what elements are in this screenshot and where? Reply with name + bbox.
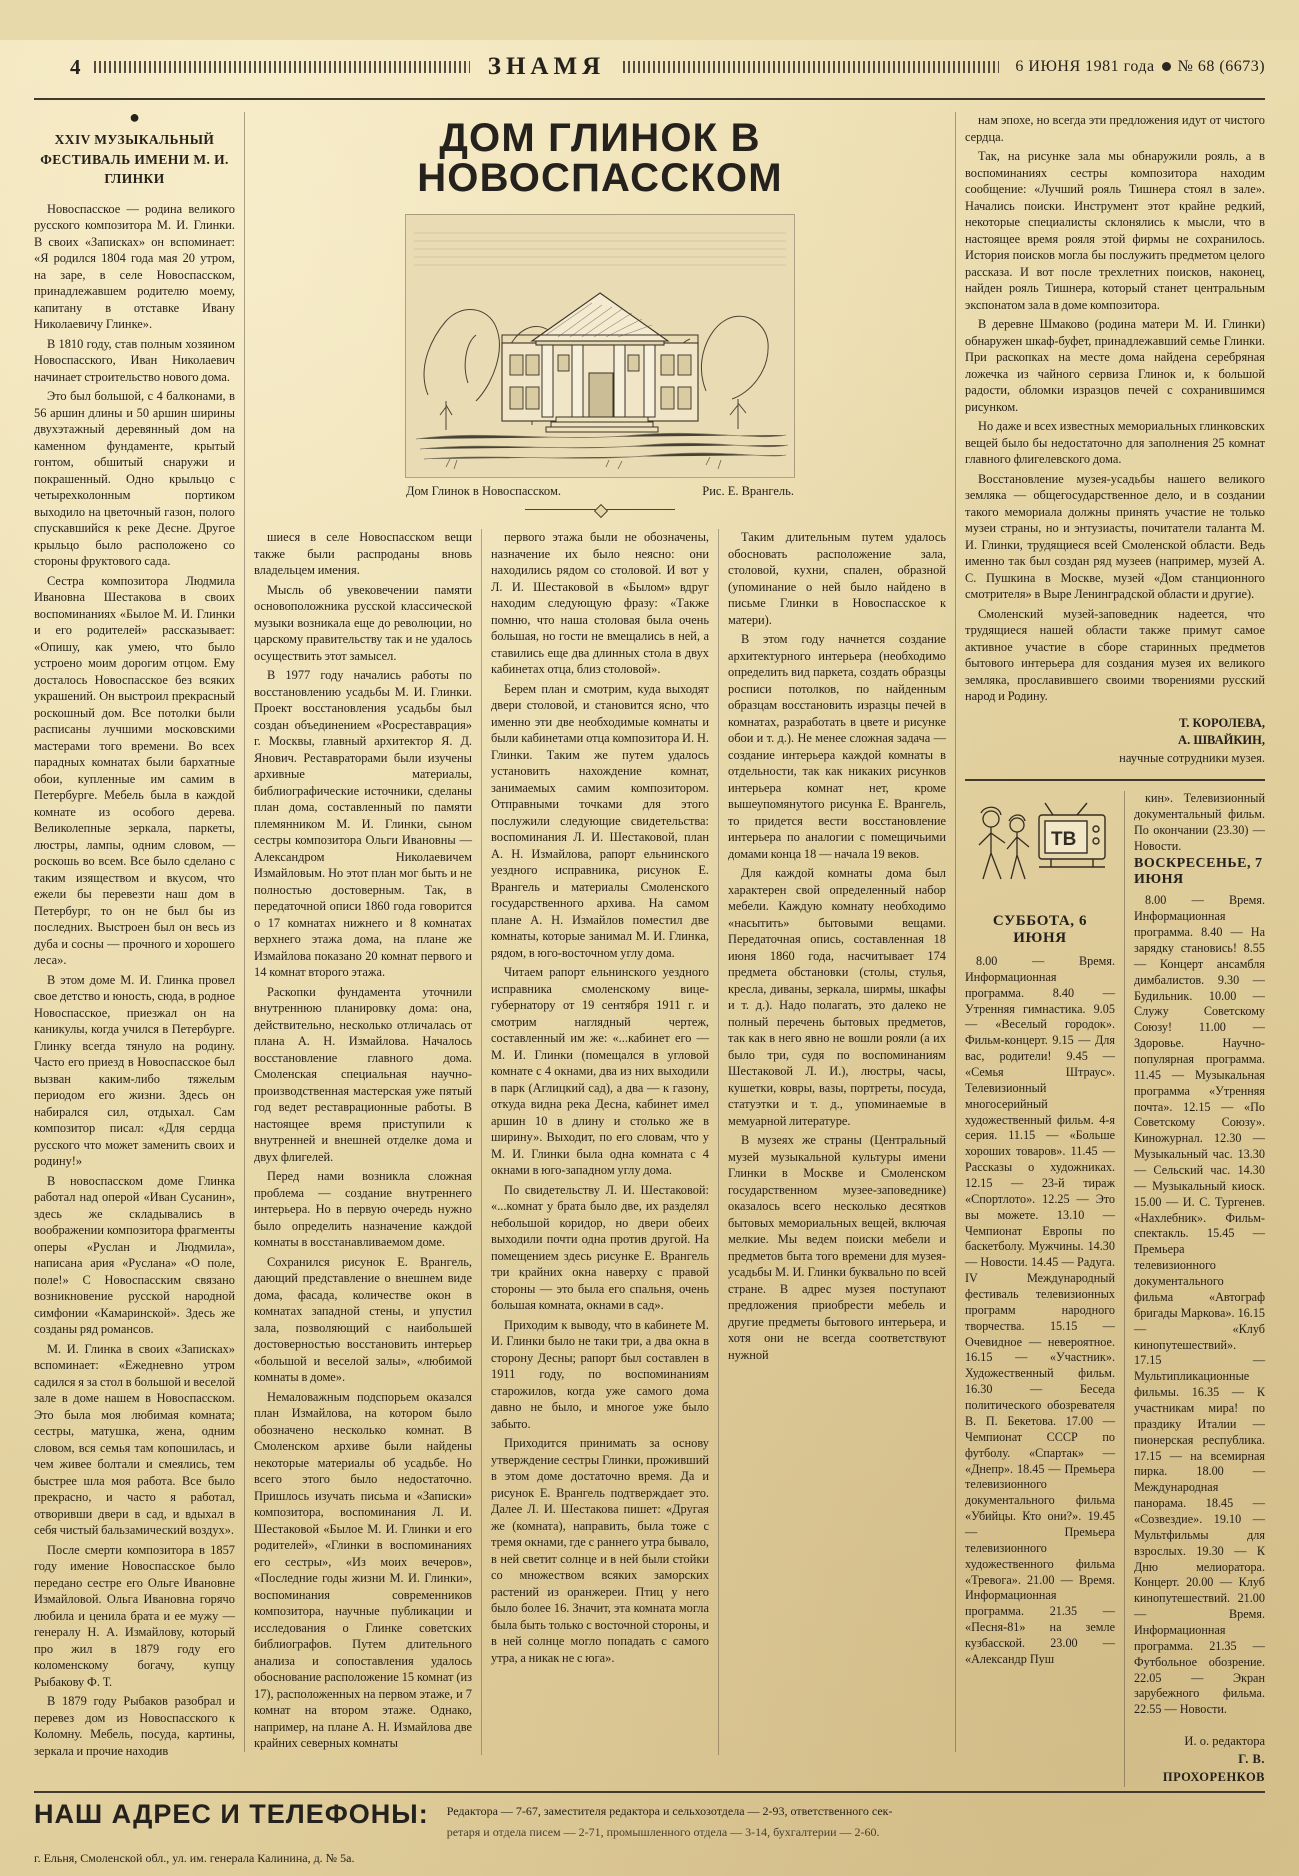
- tv-illustration: [965, 795, 1145, 907]
- tv-column-left: [965, 791, 1125, 1787]
- article-paragraph: В новоспасском доме Глинка работал над оперой «Иван Сусанин», здесь же складывались в воображении композитора фрагменты оперы «Руслан и Людмила», написана ария «Руслана» «О поле, поле!» С Новоспасским связано возникновение русской народной симфонии «Камаринской». Здесь же созданы ряд романсов.: [34, 1173, 235, 1337]
- paper-name: ЗНАМЯ: [487, 53, 606, 80]
- article-paragraph: В 1977 году начались работы по восстановлению усадьбы М. И. Глинки. Проект восстановления усадьбы был создан объединением «Росреставрация» г. Москвы, главный архитектор Я. Д. Янович. Реставраторами были изучены архивные материалы, библиографические источники, сделаны план дома, составленный по памяти племянником М. И. Глинки, сыном сестры композитора Ольги Ивановны — Александром Николаевичем Измайловым. Но этот план мог быть и не полностью достоверным. Так, в передаточной описи 1860 года говорится о 17 комнатах нижнего и 8 комнатах верхнего этажа дома, на плане же Измайлова показано 20 комнат первого и 14 комнат второго этажа.: [254, 668, 472, 979]
- masthead-rule-right: [623, 61, 999, 73]
- column-middle-1: [254, 529, 472, 1755]
- column-left: [34, 107, 235, 1758]
- page-content: [34, 107, 1266, 1785]
- editor-role: И. о. редактора: [1184, 1734, 1265, 1749]
- article-paragraph: В этом году начнется создание архитектурного интерьера (необходимо определить вид паркета, создать образцы росписи потолков, по найденным образцам восстановить изразцы печей в комнатах, разработать в цвете и рисунке обои и т. д.). Не менее сложная задача — создание интерьера каждой комнаты в отдельности, так как никаких рисунков интерьера комнат нет, кроме вышеупомянутого рисунка Е. Врангель, то придется вести восстановление интерьера по аналогии с помещичьими домами конца 18 — начала 19 веков.: [728, 632, 946, 861]
- article-paragraph: В этом доме М. И. Глинка провел свое детство и юность, сюда, в родное Новоспасское, приезжал он на каникулы, когда учился в Петербурге. Глинку всегда тянуло на родину. Часто его приезд в Новоспасское был вызван каким-либо тяжелым периодом его жизни. Здесь он набирался сил, отдыхал. Сам композитор писал: «Для сердца русского что может заменить своих и родину!»: [34, 972, 235, 1169]
- footer-address: г. Ельня, Смоленской обл., ул. им. генерала Калинина, д. № 5а.: [34, 1850, 355, 1865]
- article-paragraph: В музеях же страны (Центральный музей музыкальной культуры имени Глинки в Москве и Смоленском государственном музее-заповеднике) оказалось всего несколько десятков бытовых мемориальных вещей, включая мелкие. Мы ведем поиски мебели и предметов быта того времени для музея-усадьбы М. И. Глинки буквально по всей стране. В адрес музея поступают предложения приобрести мебель и другие предметы бытового интерьера, и хотя они не всегда соответствуют нужной: [728, 1133, 946, 1362]
- article-paragraph: Для каждой комнаты дома был характерен свой определенный набор мебели. Каждую комнату необходимо «насытить» бытовыми вещами. Передаточная опись, составленная 18 июня 1860 года, насчитывает 174 предмета обстановки (столы, стулья, кресла, диваны, зеркала, ширмы, шкафы и т. д.). Надо полагать, это далеко не полный перечень бытовых предметов, так как в него явно не вошли рояли (а их было три, судя по воспоминаниям Шестаковой Л. И.), люстры, часы, кушетки, ковры, вазы, портреты, посуда, статуэтки и т. д., упоминаемые в мемуарной литературе.: [728, 866, 946, 1128]
- article-paragraph: Так, на рисунке зала мы обнаружили рояль, а в воспоминаниях сестры композитора находим сообщение: «Лучший рояль Тишнера стоял в зале». Начались поиски. Инструмент этот крайне редкий, некоторые специалисты склонялись к мысли, что в настоящее время рояля этой фирмы не сохранилось. История поисков могла бы послужить предметом целого рассказа. И вот после трехлетних поисков, наконец, найден рояль Тишнера, который станет центральным экспонатом зала в доме композитора.: [965, 149, 1265, 312]
- article-paragraph: В 1810 году, став полным хозяином Новоспасского, Иван Николаевич начинает строительство нового дома.: [34, 336, 235, 384]
- article-paragraph: После смерти композитора в 1857 году имение Новоспасское было передано сестре его Ольге Ивановне Измайловой. Ольга Ивановна горячо любила и ценила брата и ее мужу — генералу Н. А. Измайлову, который про жил в 1879 году его коломенскому богачу, купцу Рыбакову Ф. Т.: [34, 1542, 235, 1689]
- tv-day-title-saturday: СУББОТА, 6 ИЮНЯ: [992, 913, 1088, 946]
- author-name: А. ШВАЙКИН,: [1178, 733, 1265, 747]
- article-paragraph: первого этажа были не обозначены, назначение их было неясно: они находились рядом со столовой. И вот у Л. И. Шестаковой в «Былом» вдруг находим следующую фразу: «Также помню, что наша столовая была очень большая, но гости не вмещались в ней, а ставились еще два длинных стола в двух кабинетах отца, близ столовой».: [491, 530, 709, 676]
- illustration-caption-text: Дом Глинок в Новоспасском.: [406, 484, 561, 498]
- author-name: Т. КОРОЛЕВА,: [1179, 715, 1265, 730]
- article-paragraph: Восстановление музея-усадьбы нашего великого земляка — общегосударственное дело, и в создании такого мемориала должны принять участие не только музеи страны, но и энтузиасты, почитатели таланта М. И. Глинки, трудящиеся всей Смоленской области. Ведь именно так был создан ряд музеев (например, музей А. С. Пушкина в Москве, музей «Дом станционного смотрителя» в Выре Ленинградской области и другие).: [965, 471, 1265, 601]
- middle-text-columns: [254, 529, 946, 1755]
- column-divider: [481, 529, 482, 1755]
- column-middle: [254, 112, 946, 1752]
- article-paragraph: Сестра композитора Людмила Ивановна Шестакова в своих воспоминаниях «Былое М. И. Глинки и его родителей» рассказывает: «Опишу, как умею, что было устроено моим дорогим отцом. Ему досталось Новоспасское без всяких украшений. Он выстроил прекрасный роскошный дом. Все потолки были расписаны лучшими московскими мастерами того времени. Во всех парадных комнатах были бархатные обои, купленные им самим в Петербурге. Мебель была в каждой комнате из особого дерева. Великолепные зеркала, паркеты, люстры, лампы, одним словом, — роскошь во всем. Все было сделано с таким изяществом и вкусом, что ежели бы перевезти наш дом в Петербург, то он не был бы из последних. Выстроен был он весь из дуба и сосны — прочного и хорошего леса».: [34, 573, 235, 968]
- issue-separator-dot: [1162, 62, 1171, 71]
- masthead-divider: [34, 98, 1265, 100]
- article-headline: ДОМ ГЛИНОК В НОВОСПАССКОМ: [417, 116, 783, 200]
- column-divider: [955, 112, 956, 1752]
- illustration-credit: Рис. Е. Врангель.: [702, 484, 794, 498]
- svg-text:ТВ: ТВ: [1051, 829, 1077, 850]
- article-paragraph: Приходим к выводу, что в кабинете М. И. Глинки было не таки три, а два окна в сторону Десны; рапорт был составлен в 1911 году, по воспоминаниям старожилов, когда уже самого дома давно не было, и многое уже было забыто.: [491, 1317, 709, 1431]
- column-middle-3: [728, 529, 946, 1755]
- section-bullet: ●: [129, 107, 140, 127]
- newspaper-page: [0, 40, 1299, 1876]
- article-paragraph: Приходится принимать за основу утверждение сестры Глинки, проживший в этом доме достаточно время. Да и рисунок Е. Врангель подтверждает это. Далее Л. И. Шестакова пишет: «Другая же (комната), направить, была тоже с тремя окнами, где с раннего утра бывало, в ней светит солнце и в ней были стойки со множеством всяких заморских растений из оранжереи. Птиц у него было более 16. Значит, эта комната могла была быть только с восточной стороны, и в ней солнце могло попадать с самого утра, а никак не с юга».: [491, 1436, 709, 1665]
- footer-divider: [34, 1791, 1265, 1793]
- article-paragraph: В 1879 году Рыбаков разобрал и перевез дом из Новоспасского к Коломну. Мебель, посуда, картины, зеркала и прочие находив: [34, 1694, 235, 1758]
- article-paragraph: Смоленский музей-заповедник надеется, что трудящиеся нашей области также примут самое активное участие в сборе старинных предметов бытового интерьера для создания музея их великого земляка, прославившего своими творениями русский народ и Родину.: [965, 606, 1265, 703]
- column-right: [965, 112, 1266, 1785]
- article-signature: [965, 715, 1265, 768]
- illustration-manor-house: [405, 214, 795, 478]
- tv-schedule-text: 8.00 — Время. Информационная программа. 8.40 — На зарядку становись! 8.55 — Концерт ансамбля димбалистов. 9.30 — Будильник. 10.00 — Служу Советскому Союзу! 11.00 — Здоровье. Научно-популярная программа. 11.45 — Музыкальная программа «Утренняя почта». 12.15 — «По Советскому Союзу». Киножурнал. 12.30 — Музыкальный час. 13.30 — Сельский час. 14.30 — Музыкальный киоск. 15.00 — И. С. Тургенев. «Нахлебник». Фильм-спектакль. 15.45 — Премьера телевизионного документального фильма «Автограф бригады Маркова». 16.15 — «Клуб кинопутешествий». 17.15 — Мультипликационные фильмы. 16.35 — К участникам мира! по праздику Италии — пионерская республика. 17.15 — на всемирная пирка. 18.00 — Международная панорама. 18.45 — «Созвездие». 19.10 — Мультфильмы для взрослых. 19.30 — К Дню мелиоратора. Концерт. 20.00 — Клуб кинопутешествий. 21.00 — Время. Информационная программа. 21.35 — Футбольное обозрение. 22.05 — Экран зарубежного фильма. 22.55 — Новости.: [1134, 893, 1266, 1717]
- issue-date: 6 ИЮНЯ 1981 года: [1015, 58, 1155, 75]
- masthead-rule-left: [94, 61, 470, 73]
- editor-block: [1134, 1732, 1265, 1786]
- tv-schedule-text: кин». Телевизионный документальный фильм. По окончании (23.30) — Новости.: [1134, 791, 1265, 853]
- article-paragraph: Раскопки фундамента уточнили внутреннюю планировку дома: она, действительно, несколько отличалась от плана А. Н. Измайлова. Началось восстановление главного дома. Смоленская специальная научно-производственная мастерская уже пятый год ведет реставрационные работы. В настоящее время приступили к внутренней и внешней отделке дома и двух флигелей.: [254, 984, 472, 1164]
- article-paragraph: Новоспасское — родина великого русского композитора М. И. Глинки. В своих «Записках» он вспоминает: «Я родился 1804 года мая 20 утром, на заре, в селе Новоспасском, принадлежавшем родителю моему, капитану в отставке Ивану Николаевичу Глинке».: [34, 201, 235, 332]
- tv-column-right: [1125, 791, 1265, 1787]
- column-divider: [718, 529, 719, 1755]
- article-paragraph: нам эпохе, но всегда эти предложения идут от чистого сердца.: [965, 113, 1265, 144]
- article-paragraph: По свидетельству Л. И. Шестаковой: «...комнат у брата было две, их разделял небольшой коридор, но двери обеих выходили почти одна против другой. На помещением здесь рисунке Е. Врангель три крайних окна наверху с правой стороны — это была его спальня, очень большая комната, окнами в сад».: [491, 1182, 709, 1312]
- footer-title: НАШ АДРЕС И ТЕЛЕФОНЫ:: [34, 1799, 429, 1830]
- author-role: научные сотрудники музея.: [1119, 750, 1265, 765]
- editor-name: Г. В. ПРОХОРЕНКОВ: [1162, 1752, 1265, 1785]
- tv-day-title-sunday: ВОСКРЕСЕНЬЕ, 7 ИЮНЯ: [1134, 856, 1263, 888]
- article-paragraph: Берем план и смотрим, куда выходят двери столовой, и становится ясно, что именно эти две необходимые комнаты и были кабинетами отца композитора И. Н. Глинки. Таким же путем удалось установить нахождение комнат, занимаемых самим композитором. Отправными точками для этого послужили следующие свидетельства: воспоминания Л. И. Шестаковой, план А. Н. Измайлова, рапорт ельнинского уездного исправника, рисунок Е. Врангель и материалы Смоленского государственного архива. На самом плане А. Н. Измайлов поместил две комнаты, которые занимал М. И. Глинка, рядом, в юго-восточном углу дома.: [491, 681, 709, 960]
- footer-phones-line-1: Редактора — 7-67, заместителя редактора и сельхозотдела — 2-93, ответственного сек-: [446, 1804, 893, 1819]
- issue-number: № 68 (6673): [1177, 58, 1266, 75]
- footer: [34, 1791, 1265, 1866]
- article-paragraph: шиеся в селе Новоспасском вещи также были распроданы вновь владельцем имения.: [254, 530, 472, 577]
- article-paragraph: Читаем рапорт ельнинского уездного исправника смоленскому вице-губернатору от 19 сентября 1911 г. и смотрим наглядный чертеж, составленный им же: «...кабинет его — М. И. Глинки (помещался в угловой комнате с 4 окнами, два из них выходили в парк (Аглицкий сад), а два — к газону, откуда видна река Десна, кабинет имел аршин 10 в длину и столько же в ширину». Выходит, по его словам, что у М. И. Глинки была одна комната с 4 окнами в юго-западном углу дома.: [491, 965, 709, 1177]
- column-divider: [244, 112, 245, 1752]
- column-middle-2: [491, 529, 709, 1755]
- footer-phones-line-2: ретаря и отдела писем — 2-71, промышленного отдела — 3-14, бухгалтерии — 2-60.: [446, 1824, 880, 1839]
- article-paragraph: Немаловажным подспорьем оказался план Измайлова, на котором было обозначено несколько комнат. В Смоленском архиве были найдены некоторые материалы об усадьбе. Но всего этого было недостаточно. Пришлось изучать письма и «Записки» композитора, воспоминания Л. И. Шестаковой «Былое М. И. Глинки и его родителей», «Глинки в воспоминаниях его сестры», «Из моих вечеров», «Последние годы жизни М. И. Глинки», воспоминания современников композитора, научные публикации и исследования о Глинке советских библиографов. Путем длительного анализа и сопоставления удалось обоснование расположение 15 комнат (из 17), расположенных на первом этаже, и 7 комнат на втором этаже. Однако, например, на плане А. Н. Измайлова две крайних северных комнаты: [254, 1389, 472, 1750]
- article-paragraph: Мысль об увековечении памяти основоположника русской классической музыки возникала еще до революции, но царскому правительству так и не удалось осуществить этот замысел.: [254, 582, 472, 663]
- masthead: [34, 40, 1265, 94]
- illustration-caption: [406, 484, 794, 499]
- page-number: 4: [70, 54, 82, 79]
- article-paragraph: Это был большой, с 4 балконами, в 56 аршин длины и 50 аршин ширины двухэтажный деревянный дом на каменном фундаменте, крытый гонтом, обшитый снаружи и покрашенный. Одно крыльцо с четырехколонным портиком выходило на цветочный газон, полого спускавшийся к реке Десне. Другое крыльцо было расположено со стороны фруктового сада.: [34, 389, 235, 569]
- tv-program-box: [965, 779, 1265, 1787]
- article-paragraph: Перед нами возникла сложная проблема — создание внутреннего интерьера. Но в первую очередь нужно было определить назначение каждой комнаты в восстанавливаемом доме.: [254, 1169, 472, 1249]
- article-paragraph: Таким длительным путем удалось обосновать расположение зала, столовой, кухни, спален, образной (упоминание о ней было найдено в письме Глинки в Новоспасское к матери).: [728, 530, 946, 627]
- tv-schedule-text: 8.00 — Время. Информационная программа. 8.40 — Утренняя гимнастика. 9.05 — «Веселый городок». Фильм-концерт. 9.15 — Для вас, родители! 9.45 — «Семья Штраус». Телевизионный многосерийный художественный фильм. 4-я серия. 11.15 — «Больше хороших товаров». 11.45 — Рассказы о художниках. 12.15 — 23-й тираж «Спортлото». 12.25 — Это вы можете. 13.10 — Чемпионат Европы по баскетболу. Мужчины. 14.30 — Новости. 14.45 — Радуга. IV Международный фестиваль телевизионных программ народного творчества. 15.15 — Очевидное — невероятное. 16.15 — «Участник». Художественный фильм. 16.30 — Беседа политического обозревателя В. П. Бекетова. 17.00 — Чемпионат СССР по футболу. «Спартак» — «Днепр». 18.45 — Премьера телевизионного документального фильма «Убийцы. Кто они?». 19.45 — Премьера телевизионного художественного фильма «Тревога». 21.00 — Время. Информационная программа. 21.35 — «Песня-81» на земле кузбасской. 23.00 — «Александр Пуш: [965, 954, 1115, 1666]
- article-paragraph: М. И. Глинка в своих «Записках» вспоминает: «Ежедневно утром садился я за стол в большой и веселой зале в доме нашем в Новоспасском. Это была моя любимая комната; сестры, матушка, жена, одним словом, вся семья там копошилась, и чем живее болтали и смеялись, тем быстрее шла моя работа. Все было прекрасно, и часто я работал, отворивши двери в сад, и вдыхал в себя чистый бальзамический воздух».: [34, 1341, 235, 1538]
- article-paragraph: Но даже и всех известных мемориальных глинковских вещей было бы недостаточно для заполнения 25 комнат главного флигелевского дома.: [965, 419, 1265, 466]
- article-paragraph: Сохранился рисунок Е. Врангель, дающий представление о внешнем виде дома, фасада, количестве окон в комнатах западной стены, и упустил зала, позволяющий с наибольшей достоверностью восстановить интерьер «большой и веселой залы», «любимой комнаты в доме».: [254, 1254, 472, 1384]
- article-paragraph: В деревне Шмаково (родина матери М. И. Глинки) обнаружен шкаф-буфет, принадлежавший семье Глинки. При раскопках на месте дома найдена серебряная ложечка из чайного сервиза Глинок и, к большой радости, обломки изразцов печей с сохранившимся рисунком.: [965, 317, 1265, 414]
- ornament-divider: [525, 509, 675, 517]
- festival-title: XXIV МУЗЫКАЛЬНЫЙ ФЕСТИВАЛЬ ИМЕНИ М. И. ГЛИНКИ: [40, 132, 229, 187]
